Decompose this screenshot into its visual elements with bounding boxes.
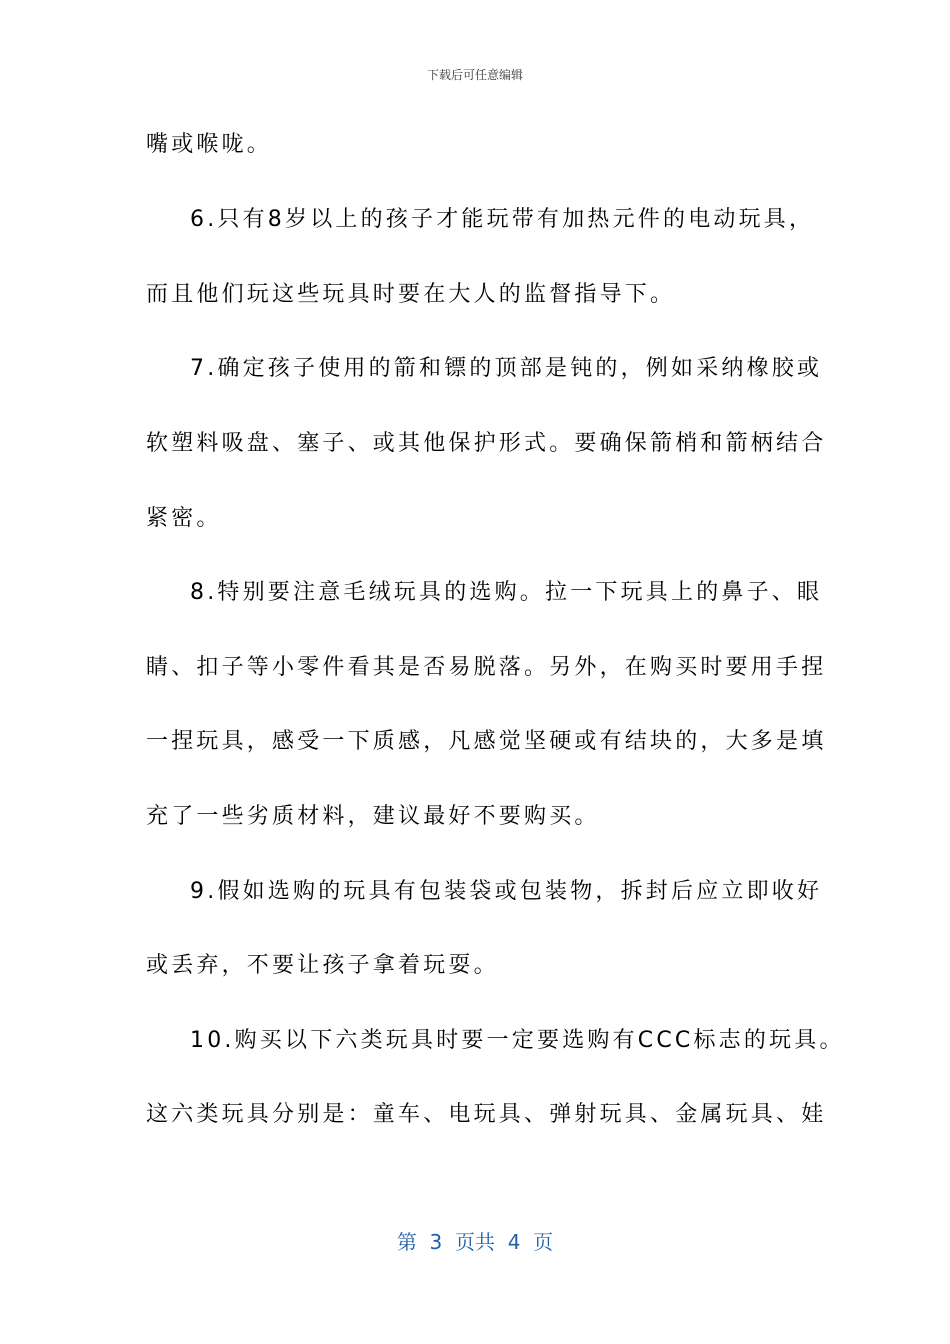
text-line: 一捏玩具，感受一下质感，凡感觉坚硬或有结块的，大多是填 (146, 729, 827, 754)
text-line: 充了一些劣质材料，建议最好不要购买。 (146, 804, 600, 829)
text-line: 或丢弃，不要让孩子拿着玩耍。 (146, 953, 499, 978)
text-line: 6.只有8岁以上的孩子才能玩带有加热元件的电动玩具， (190, 207, 815, 232)
text-line: 软塑料吸盘、塞子、或其他保护形式。要确保箭梢和箭柄结合 (146, 431, 827, 456)
page-number-footer: 第 3 页共 4 页 (396, 1230, 554, 1254)
page-header: 下载后可任意编辑 (426, 68, 523, 82)
text-line: 嘴或喉咙。 (146, 132, 273, 157)
text-line: 8.特别要注意毛绒玩具的选购。拉一下玩具上的鼻子、眼 (190, 580, 823, 605)
text-line: 紧密。 (146, 506, 222, 531)
text-line: 睛、扣子等小零件看其是否易脱落。另外，在购买时要用手捏 (146, 655, 827, 680)
text-line: 7.确定孩子使用的箭和镖的顶部是钝的，例如采纳橡胶或 (190, 356, 823, 381)
text-line: 而且他们玩这些玩具时要在大人的监督指导下。 (146, 282, 676, 307)
text-line: 9.假如选购的玩具有包装袋或包装物，拆封后应立即收好 (190, 879, 823, 904)
text-line: 10.购买以下六类玩具时要一定要选购有CCC标志的玩具。 (190, 1028, 845, 1053)
text-line: 这六类玩具分别是：童车、电玩具、弹射玩具、金属玩具、娃 (146, 1102, 827, 1127)
